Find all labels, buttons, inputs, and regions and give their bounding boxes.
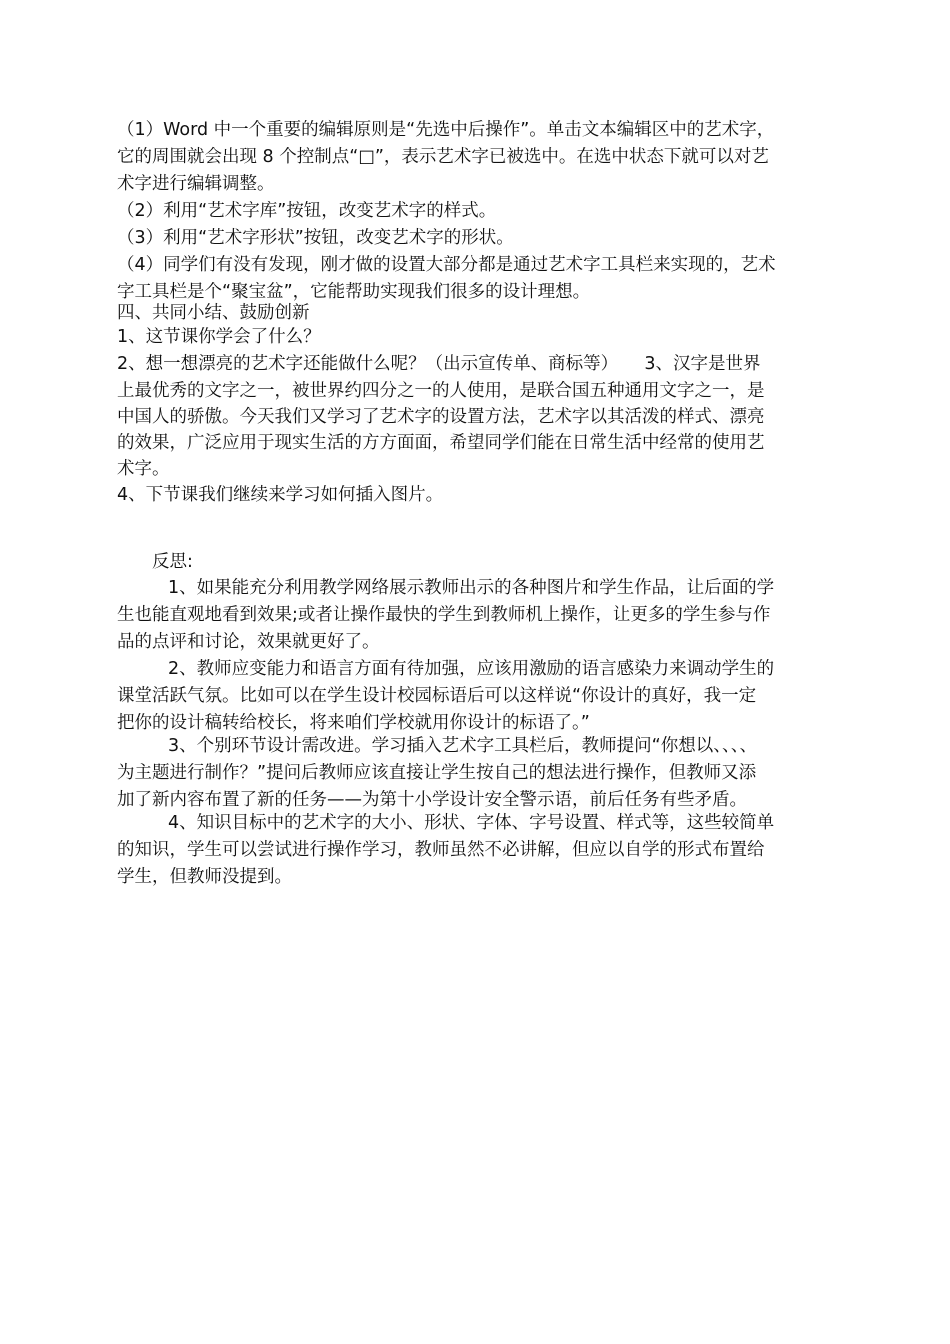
reflection-4-line-3: 学生，但教师没提到。 [117, 867, 292, 887]
summary-item-2-line-5: 术字。 [117, 459, 170, 479]
reflection-2-line-1: 2、教师应变能力和语言方面有待加强，应该用激励的语言感染力来调动学生的 [168, 659, 775, 679]
reflection-3-line-1: 3、个别环节设计需改进。学习插入艺术字工具栏后，教师提问“你想以、、、、 [168, 736, 757, 756]
summary-item-2-line-3: 中国人的骄傲。今天我们又学习了艺术字的设置方法，艺术字以其活泼的样式、漂亮 [117, 407, 765, 427]
reflection-4-line-2: 的知识，学生可以尝试进行操作学习，教师虽然不必讲解，但应以自学的形式布置给 [117, 840, 765, 860]
step-1-line-3: 术字进行编辑调整。 [117, 174, 275, 194]
step-3-line: （3）利用“艺术字形状”按钮，改变艺术字的形状。 [117, 228, 514, 248]
reflection-3-line-2: 为主题进行制作？”提问后教师应该直接让学生按自己的想法进行操作，但教师又添 [117, 763, 757, 783]
reflection-2-line-2: 课堂活跃气氛。比如可以在学生设计校园标语后可以这样说“你设计的真好，我一定 [117, 686, 757, 706]
step-1-line-2: 它的周围就会出现 8 个控制点“□”，表示艺术字已被选中。在选中状态下就可以对艺 [117, 147, 769, 167]
summary-item-1: 1、这节课你学会了什么？ [117, 327, 321, 347]
summary-item-4: 4、下节课我们继续来学习如何插入图片。 [117, 485, 444, 505]
step-2-line: （2）利用“艺术字库”按钮，改变艺术字的样式。 [117, 201, 497, 221]
summary-item-2-line-4: 的效果，广泛应用于现实生活的方方面面，希望同学们能在日常生活中经常的使用艺 [117, 433, 765, 453]
reflection-1-line-1: 1、如果能充分利用教学网络展示教师出示的各种图片和学生作品，让后面的学 [168, 578, 775, 598]
summary-heading: 四、共同小结、鼓励创新 [117, 303, 310, 323]
reflection-1-line-2: 生也能直观地看到效果;或者让操作最快的学生到教师机上操作，让更多的学生参与作 [117, 605, 771, 625]
reflection-2-line-3: 把你的设计稿转给校长，将来咱们学校就用你设计的标语了。” [117, 713, 590, 733]
reflection-3-line-3: 加了新内容布置了新的任务——为第十小学设计安全警示语，前后任务有些矛盾。 [117, 790, 747, 810]
step-4-line-1: （4）同学们有没有发现，刚才做的设置大部分都是通过艺术字工具栏来实现的，艺术 [117, 255, 776, 275]
step-1-line-1: （1）Word 中一个重要的编辑原则是“先选中后操作”。单击文本编辑区中的艺术字， [117, 120, 775, 140]
reflection-1-line-3: 品的点评和讨论，效果就更好了。 [117, 632, 380, 652]
reflection-4-line-1: 4、知识目标中的艺术字的大小、形状、字体、字号设置、样式等，这些较简单 [168, 813, 775, 833]
step-4-line-2: 字工具栏是个“聚宝盆”，它能帮助实现我们很多的设计理想。 [117, 282, 591, 302]
reflection-heading: 反思: [152, 552, 193, 572]
summary-item-2-line-2: 上最优秀的文字之一，被世界约四分之一的人使用，是联合国五种通用文字之一，是 [117, 381, 765, 401]
summary-item-2-line-1: 2、想一想漂亮的艺术字还能做什么呢？（出示宣传单、商标等） 3、汉字是世界 [117, 354, 761, 374]
